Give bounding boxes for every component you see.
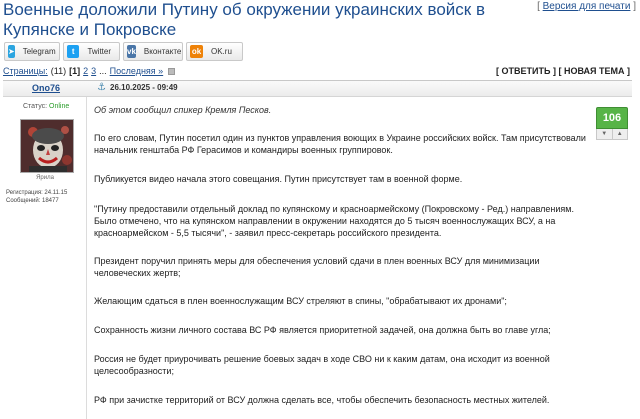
rating-value: 106 [596, 107, 628, 129]
user-status: Статус: Online [23, 103, 70, 110]
print-version-link[interactable]: Версия для печати [542, 1, 631, 12]
pages-label[interactable]: Страницы: [3, 66, 48, 76]
post-paragraph: Об этом сообщил спикер Кремля Песков. [94, 105, 272, 115]
share-telegram-button[interactable]: ➤ Telegram [4, 42, 60, 61]
page-title: Военные доложили Путину об окружении украинских войск в Купянске и Покровске [3, 0, 485, 39]
post-paragraph: Президент поручил принять меры для обеспечения условий сдачи в плен военных ВСУ для минимизации человеческих жертв; [94, 256, 540, 278]
vk-icon: vk [127, 47, 136, 56]
avatar-caption: Ярила [36, 175, 54, 181]
share-bar [4, 42, 243, 61]
post-paragraph: РФ при зачистке территорий от ВСУ должна сделать все, чтобы обеспечить безопасность местных жителей. [94, 395, 550, 405]
post-paragraph: Публикуется видео начала этого совещания. Путин присутствует там в военной форме. [94, 174, 463, 184]
post-paragraph: Сохранность жизни личного состава ВС РФ является приоритетной задачей, она должна быть во главе угла; [94, 325, 551, 335]
new-topic-button[interactable]: [ НОВАЯ ТЕМА ] [558, 66, 630, 76]
share-vk-button[interactable]: vk Вконтакте [123, 42, 183, 61]
post-paragraph: По его словам, Путин посетил один из пунктов управления воющих в Украине российских войск. Там присутствовали начальник генштаба РФ Герасимов и командиры военных группировок. [94, 133, 586, 155]
rate-up-icon[interactable]: ▲ [612, 129, 628, 139]
pager-ellipsis: ... [99, 66, 107, 76]
last-page-link[interactable]: Последняя » [109, 66, 164, 76]
pager-jump-icon[interactable] [168, 68, 175, 75]
user-meta [6, 189, 67, 205]
avatar[interactable] [20, 119, 74, 173]
avatar-image [21, 120, 74, 173]
post-anchor-icon[interactable]: ⚓ [97, 82, 106, 93]
post-paragraph: Россия не будет приурочивать решение боевых задач в ходе СВО ни к каким датам, она исходит из военной целесообразности; [94, 354, 550, 376]
author-panel [3, 97, 87, 419]
pages-count: (11) [50, 66, 67, 76]
post-rating [596, 107, 628, 141]
registration-date: Регистрация: 24.11.15 [6, 190, 68, 196]
rate-down-icon[interactable]: ▼ [601, 131, 608, 137]
telegram-icon: ➤ [8, 47, 15, 56]
post-date: 26.10.2025 - 09:49 [110, 83, 178, 92]
page-2-link[interactable]: 2 [83, 66, 89, 76]
reply-button[interactable]: [ ОТВЕТИТЬ ] [496, 66, 556, 76]
post-body [94, 104, 590, 406]
print-version: [ Версия для печати ] [537, 1, 636, 12]
page-3-link[interactable]: 3 [91, 66, 97, 76]
current-page: [1] [69, 66, 81, 76]
post-paragraph: Желающим сдаться в плен военнослужащим ВСУ стреляют в спины, "обрабатывают их дронами"; [94, 296, 507, 306]
message-count: Сообщений: 18477 [6, 198, 59, 204]
topic-actions [496, 66, 630, 76]
twitter-icon: t [67, 45, 79, 58]
author-name[interactable]: Ono76 [32, 83, 61, 93]
post-header [3, 80, 632, 97]
share-twitter-button[interactable]: t Twitter [63, 42, 120, 61]
ok-icon: ok [191, 47, 202, 56]
pagination [3, 66, 175, 76]
post-paragraph: "Путину предоставили отдельный доклад по купянскому и красноармейскому (Покровскому - Ред.) направлениям. Было отмечено, что на купянском направлении в окружении находятся до 5 тысяч военнослужащих ВСУ, а на красноармейском - 5,5 тысячи", - заявил пресс-секретарь российского президента. [94, 204, 574, 238]
share-ok-button[interactable]: ok OK.ru [186, 42, 243, 61]
rating-controls [596, 129, 628, 140]
